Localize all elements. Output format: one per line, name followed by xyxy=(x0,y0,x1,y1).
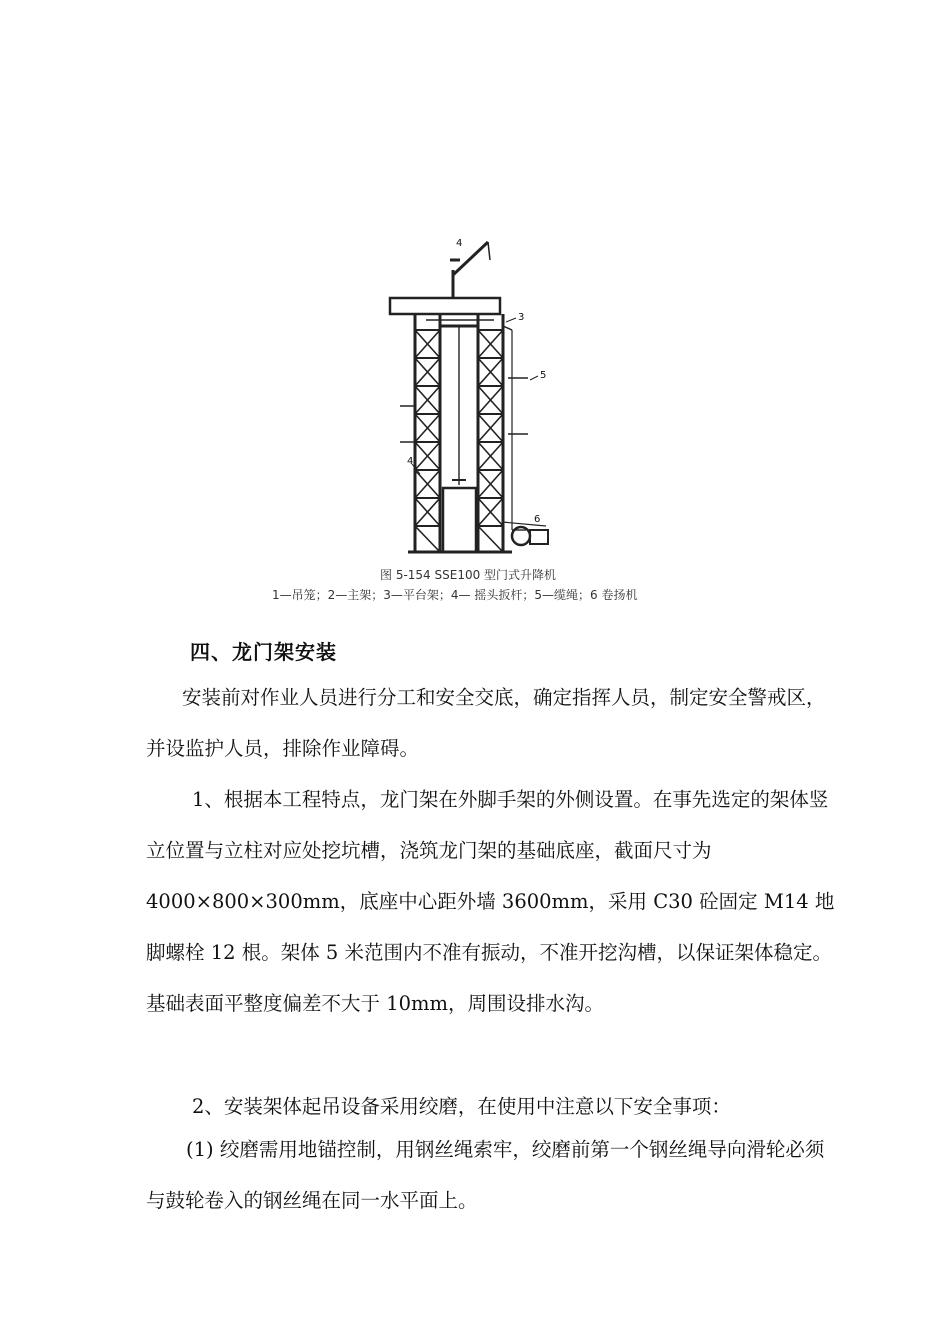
figure-caption-title: 图 5-154 SSE100 型门式升降机 xyxy=(380,568,557,582)
callout-3: 3 xyxy=(518,312,525,323)
paragraph-subitem-1: (1) 绞磨需用地锚控制，用钢丝绳索牢，绞磨前第一个钢丝绳导向滑轮必须与鼓轮卷入的钢丝绳在同一水平面上。 xyxy=(146,1138,825,1212)
paragraph-intro: 安装前对作业人员进行分工和安全交底，确定指挥人员，制定安全警戒区，并设监护人员，排除作业障碍。 xyxy=(146,686,826,760)
hoist-diagram xyxy=(250,230,700,610)
callout-4-left: 4 xyxy=(407,456,414,467)
section-heading: 四、龙门架安装 xyxy=(190,640,337,664)
callout-4-top: 4 xyxy=(456,238,463,249)
callout-5: 5 xyxy=(540,370,547,381)
callout-6: 6 xyxy=(534,514,541,525)
paragraph-item-2: 2、安装架体起吊设备采用绞磨，在使用中注意以下安全事项： xyxy=(192,1095,731,1118)
paragraph-item-1: 1、根据本工程特点，龙门架在外脚手架的外侧设置。在事先选定的架体竖立位置与立柱对应处挖坑槽，浇筑龙门架的基础底座，截面尺寸为 4000×800×300mm，底座中心距外墙 3600mm，采用 C30 砼固定 M14 地脚螺栓 12 根。架体 5 米范围内不准有振动，不准开挖沟槽，以保证架体稳定。基础表面平整度偏差不大于 10mm，周围设排水沟。 xyxy=(146,788,835,1015)
gantry-hoist-drawing xyxy=(250,230,700,560)
figure-caption-legend: 1—吊笼；2—主架；3—平台架；4— 摇头扳杆；5—缆绳；6 卷扬机 xyxy=(272,588,638,602)
hoist-cage xyxy=(443,488,476,552)
top-platform xyxy=(390,298,500,314)
